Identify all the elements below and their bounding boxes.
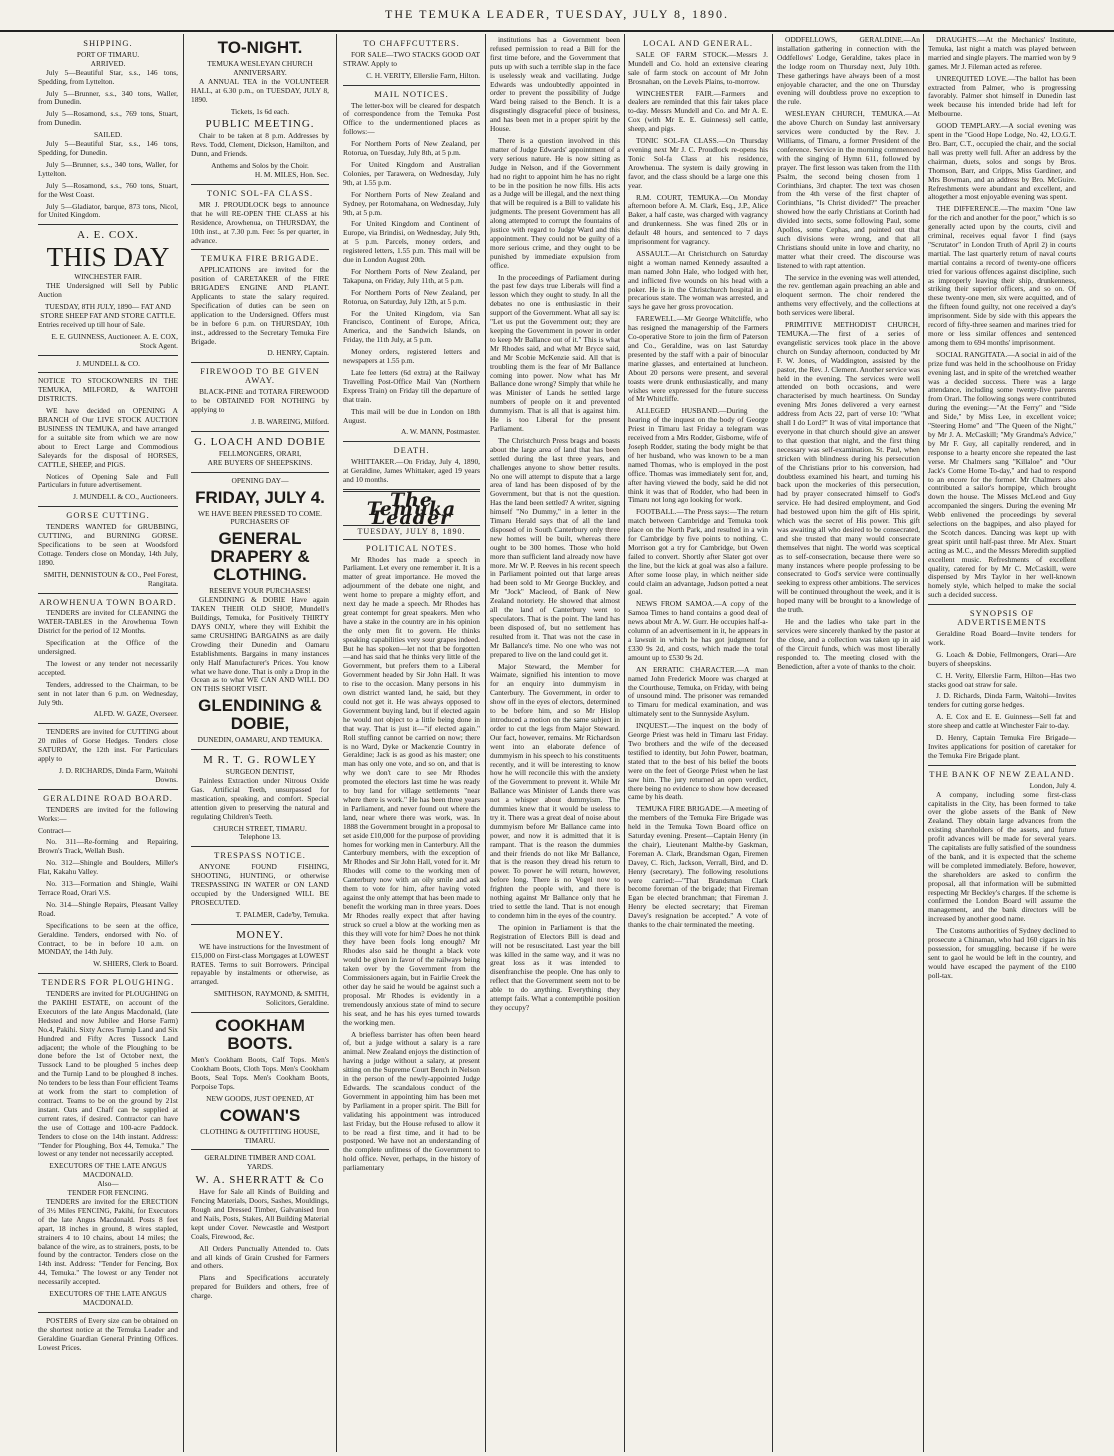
- section-heading: SYNOPSIS OF ADVERTISEMENTS: [957, 608, 1047, 628]
- paragraph: NEWS FROM SAMOA.—A copy of the Samoa Times to hand contains a good deal of news about Mr A. W. Gurr. He occupies half-a-column of an advertisement in it, he appears in a lawsuit in which he has got judgment for £330 9s 2d, and costs, which made the total amount up to £530 9s 2d.: [628, 599, 768, 662]
- divider: [191, 431, 329, 432]
- paragraph: FOOTBALL.—The Press says:—The return match between Cambridge and Temuka took place on the North Park, and resulted in a win for Cambridge by five points to nothing. C. Morrison got a try for Cambridge, but Owen failed to convert. Shortly after Slater got over the line, but the kick at goal was also a failure. After some loose play, in which neither side could claim an advantage, Judson potted a neat goal.: [628, 507, 768, 597]
- signature-line: C. H. VERITY, Ellerslie Farm, Hilton.: [366, 70, 480, 80]
- centered-line: RESERVE YOUR PURCHASES!: [209, 586, 311, 596]
- paragraph: No. 312—Shingle and Boulders, Miller's Flat, Kakahu Valley.: [38, 858, 178, 877]
- paragraph: J. D. Richards, Dinda Farm, Waitohi—Invites tenders for cutting gorse hedges.: [928, 691, 1076, 710]
- centered-line: TUESDAY, 8TH JULY, 1890— FAT AND STORE SHEEP FAT AND STORE CATTLE.: [40, 302, 176, 320]
- paragraph: The Christchurch Press brags and boasts about the large area of land that has been settled during the last three years, and challenges anyone to show better results. No one will attempt to dispute that a large area of land has been disposed of by the Government, but that is not the question. Has the land been settled? A writer, signing himself "No Dummy," in a letter in the Timaru Herald says that of all the land disposed of in South Canterbury only three new homes will be built, whereas there ought to be 300 homes. Those who hold more than sufficient land already now have more. Mr W. P. Reeves in his recent speech in Parliament pointed out that large areas had been sold to Mr George Buckley, and Mr "Jock" Macleod, of Bank of New Zealand notoriety. He showed that almost all the land of Canterbury went to speculators. That is the point. The land has been disposed of, but no settlement has resulted from it. That was not the case in Mr Ballance's time. No one who was not prepared to live on the land could get it.: [490, 435, 620, 659]
- section-heading: MAIL NOTICES.: [374, 88, 449, 99]
- signature-line: J. MUNDELL & CO., Auctioneers.: [73, 492, 178, 502]
- column-5-local-and-general: [628, 36, 768, 1450]
- column-4-political-notes: [490, 36, 620, 1450]
- paragraph: A. E. Cox and E. E. Guinness—Sell fat and store sheep and cattle at Winchester Fair to-day.: [928, 712, 1076, 731]
- paragraph: FOR SALE—TWO STACKS GOOD OAT STRAW. Apply to: [343, 49, 480, 68]
- centered-line: J. MUNDELL & CO.: [76, 358, 140, 368]
- centered-line: EXECUTORS OF THE LATE ANGUS MACDONALD.: [49, 1161, 167, 1180]
- centered-line: OPENING DAY—: [231, 475, 289, 485]
- centered-line: TEMUKA WESLEYAN CHURCH ANNIVERSARY.: [207, 59, 313, 77]
- section-heading: TONIC SOL-FA CLASS.: [206, 187, 314, 198]
- signature-line: E. E. GUINNESS, Auctioneer. A. E. COX, Stock Agent.: [51, 331, 178, 350]
- divider: [191, 249, 329, 250]
- paragraph: July 5—Brunner, s.s., 340 tons, Waller, from Dunedin.: [38, 88, 178, 107]
- centered-line: WINCHESTER FAIR.: [74, 272, 142, 282]
- paragraph: TENDERS are invited for PLOUGHING on the PAKIHI ESTATE, on account of the Executors of the late Angus Macdonald, (late Hedsted and now Jubilee and Horse Farm) No.4, Pakihi. Sixty Acres Turnip Land and Six Hundred and Fifty Acres Tussock Land adjacent; the whole of the Ploughing to be done before the 1st of October next, the Tussock Land to be ploughed 5 inches deep and the Turnip Land to be ploughed 8 inches. No tenders to be less than Four efficient Teams at work from the start to completion of contract. Teams to be on the ground by 21st instant. Oats and Chaff can be supplied at current rates, if desired. Contractor can have the use of Cottage and 100-acre Paddock. Tenders to close on the 14th instant. Address: "Tender for Ploughing, Box 44, Temuka." The lowest or any tender not necessarily accepted.: [38, 989, 178, 1159]
- paragraph: TENDERS are invited for CLEANING the WATER-TABLES in the Arowhenua Town District for the period of 12 Months.: [38, 608, 178, 636]
- centered-line: GERALDINE TIMBER AND COAL YARDS.: [204, 1153, 316, 1172]
- divider: [343, 441, 480, 442]
- paragraph: GLENDINING & DOBIE Have again TAKEN THEIR OLD SHOP, Mundell's Buildings, Temuka, for Positively THIRTY DAYS ONLY, where they will Exhibit the same CRUSHING BARGAINS as are daily Crowding their Dunedin and Oamaru Establishments. Bargains in many instances only Half Manufacturer's Prices. You know what we have done. That is only a Drop in the Ocean as to what WE CAN AND WILL DO ON THIS SHORT VISIT.: [191, 595, 329, 694]
- column-rule: [624, 34, 625, 1452]
- display-heading: TO-NIGHT.: [217, 38, 303, 57]
- divider: [38, 789, 178, 790]
- paragraph: This mail will be due in London on 18th August.: [343, 406, 480, 425]
- paragraph: ANYONE FOUND FISHING, SHOOTING, HUNTING, or otherwise TRESPASSING IN WATER or ON LAND occupied by the Undersigned WILL BE PROSECUTED.: [191, 862, 329, 907]
- paragraph: TEMUKA FIRE BRIGADE.—A meeting of the members of the Temuka Fire Brigade was held in the Temuka Town Board office on Saturday evening. Present—Captain Henry (in the chair), Lieutenant Malthe-by Gaskman, Foreman A. Clark, Brandsman Ogan, Firemen Davey, C. Rich, Jackson, Verrall, Bird, and D. Henry (secretary). The following resolutions were carried:—"That Brandsman Clark become foreman of the brigade; that Fireman Egan be elected branchman; that Fireman J. Henry be elected secretary; that Fireman Davey's resignation be accepted." A vote of thanks to the chair terminated the meeting.: [628, 804, 768, 930]
- section-heading: SHIPPING.: [83, 38, 133, 48]
- centered-line: EXECUTORS OF THE LATE ANGUS MACDONALD.: [49, 1289, 167, 1307]
- divider: [38, 224, 178, 225]
- paragraph: ODDFELLOWS, GERALDINE.—An installation gathering in connection with the Oddfellows' Lodge, Geraldine, takes place in the lodge room on Thursday next, July 10th. These gatherings have always been of a most enjoyable character, and the one on Thursday evening will doubtless prove no exception to the rule.: [777, 36, 920, 107]
- paragraph: APPLICATIONS are invited for the position of CARETAKER of the FIRE BRIGADE'S ENGINE AND PLANT. Applicants to state the salary required. Specification of duties can be seen on application to the Undersigned. Offers must be in before 6 p.m. on THURSDAY, 10th inst., addressed to the Secretary Temuka Fire Brigade.: [191, 265, 329, 346]
- paragraph: There is a question involved in this matter of Judge Edwards' appointment of a very serious nature. He is now sitting as Judge in Nelson, and if the Government had no right to appoint him he has no right to be in the position he now fills. His acts as a Judge will be illegal, and the next thing that will be required is a Bill to validate his judgments. The present Government has all along attempted to corrupt the fountains of justice with regard to Judge Ward and this appointment. They could not be guilty of a more serious crime, and they ought to be punished by immediate expulsion from office.: [490, 135, 620, 270]
- divider: [38, 723, 178, 724]
- signature-line: T. PALMER, Cade'by, Temuka.: [235, 909, 329, 919]
- paragraph: For the United Kingdom, via San Francisco, Continent of Europe, Africa, America, and the Sandwich Islands, on Friday, the 11th July, at 5 p.m.: [343, 308, 480, 345]
- signature-line: London, July 4.: [1029, 780, 1076, 790]
- paragraph: The opinion in Parliament is that the Registration of Electors Bill is dead and will not be resuscitated. Last year the bill was killed in the same way, and it was no great loss as it was intended to disenfranchise the people. One has only to reflect that the Government seem not to be able to do anything. Everything they attempt fails. What a contemptible position they occupy?: [490, 922, 620, 1012]
- page-header: [0, 0, 1114, 32]
- paragraph: Notices of Opening Sale and Full Particulars in future advertisement.: [38, 471, 178, 490]
- paragraph: Painless Extraction under Nitrous Oxide Gas. Artificial Teeth, unsurpassed for mastication, speaking, and comfort. Special attention given to preserving the natural and regulating Children's Teeth.: [191, 776, 329, 821]
- paragraph: Money orders, registered letters and newspapers at 1.55 p.m.: [343, 347, 480, 366]
- dateline: TUESDAY, JULY 8, 1890.: [343, 525, 480, 540]
- section-heading: TO CHAFFCUTTERS.: [363, 38, 460, 48]
- column-6-local-and-general: [777, 36, 920, 1450]
- paragraph: PRIMITIVE METHODIST CHURCH, TEMUKA.—The first of a series of evangelistic services took place in the above church on Sunday afternoon, conducted by Mr F. W. Jones, of Waddington, assisted by the pastor, the Rev. J. Clement. Another service was held in the evening. The services were well attended on both occasions, and were characterised by much heartiness. On Sunday evening Mrs Jones delivered a very earnest address from Acts 22, part of verse 10: "What shall I do Lord?" It was of vital importance that everyone in that church should give an answer to that question that night, and the first thing necessary was self-examination. St. Paul, when stricken with blindness during his persecution of the Christians prior to his conversion, had doubtless examined his heart, and turning his back upon the mockeries of this persecution, had by prayer consecrated himself to God's service. He had desired employment, and God had bestowed upon him the gift of His spirit, which was the secret of His power. This gift was awaiting all who desired to be consecrated, and she trusted that many would consecrate themselves that night. The world was sceptical as to self-consecration, because there were so many instances where people professing to be consecrated to God's service were continually seeking to express other ambitions. The services will be continued throughout the week, and it is hoped many will be brought to a knowledge of the truth.: [777, 320, 920, 615]
- paragraph: For Northern Ports of New Zealand, per Rotorua, on Saturday, July 12th, at 5 p.m.: [343, 287, 480, 306]
- paragraph: SOCIAL RANGITATA.—A social in aid of the prize fund was held in the schoolhouse on Friday evening last, and in spite of the wretched weather was a decided success. There was a large attendance, including some twenty-five parents from Orari. The following songs were contributed during the evening:—"At the Ferry" and "Side and Side," by Miss Lee, in excellent voice; "Steering Home" and "The Queen of the Night," by Mr J. A. McCaskill; "My Grandma's Advice," by Mr F. Guy, all capitally rendered, and in response to a hearty encore she repeated the last verse. Mr Chalmers sang "Killaloe" and "Our Jack's Come Home To-day," and had to respond to an encore for the former. Mr Chalmers also contributed a sailor's hornpipe, which brought down the house. The Misses McLeod and Guy accompanied the singers. During the evening Mr Webb enlivened the proceedings by several selections on the bagpipes, and also played for the Scotch dances. Dancing was kept up with great spirit until half-past three. Mr Alex. Stuart acting as M.C., and the Messrs Meredith supplied excellent music. Refreshments of excellent quality, catered for by Mr C. McCaskill, were dispensed by Mrs Taylor in her well-known homely style, which helped to make the social such a decided success.: [928, 349, 1076, 600]
- section-heading: GORSE CUTTING.: [66, 510, 150, 521]
- divider: [191, 846, 329, 847]
- divider: [38, 372, 178, 373]
- paragraph: TONIC SOL-FA CLASS.—On Thursday evening next Mr J. C. Proudlock re-opens his Tonic Sol-fa Class at his residence, Arowhenua. The system is daily growing in favor, and the class should be a large one this year.: [628, 136, 768, 190]
- divider: [191, 1012, 329, 1013]
- paragraph: R.M. COURT, TEMUKA.—On Monday afternoon before A. M. Clark, Esq., J.P., Alice Baker, a half caste, was charged with vagrancy and drunkenness. She was fined 20s or in default 48 hours, and sentenced to 7 days imprisonment for vagrancy.: [628, 192, 768, 247]
- centered-line: Telephone 13.: [239, 832, 281, 842]
- centered-line: NEW GOODS, JUST OPENED, AT: [206, 1093, 314, 1103]
- paragraph: Entries received up till hour of Sale.: [38, 319, 145, 329]
- centered-line: PURCHASERS OF: [230, 517, 290, 527]
- paragraph: July 5—Brunner, s.s., 340 tons, Waller, for Lyttelton.: [38, 159, 178, 178]
- display-subheading: A. E. COX.: [77, 229, 139, 242]
- divider: [191, 1149, 329, 1150]
- paragraph: In the proceedings of Parliament during the past few days true Liberals will find a lesson which they ought to study. In all the debates no one is enthusiastic in their support of the Government. What all say is: "Let us put the Government out; they are keeping the Government in power in order to keep Mr Ballance out of it." This is what Mr Rhodes said, and what Mr Bryce said, and Mr Scobie McKenzie said. All that is troubling them is the fear of Mr Ballance coming into power. Now what has Mr Ballance done wrong? Simply that while he was Minister of Lands he settled large numbers of people on it and prevented dummyism. That is all that is against him. He is too Liberal for the present Parliament.: [490, 272, 620, 433]
- paragraph: For Northern Ports of New Zealand and Sydney, per Rotomahana, on Wednesday, July 9th, at 5 p.m.: [343, 189, 480, 217]
- paragraph: TENDERS are invited for the ERECTION of 3½ Miles FENCING, Pakihi, for Executors of the late Angus Macdonald. Posts 8 feet apart, 18 inches in ground, 8 wires stapled, strainers 4 to 10 chains, about 14 miles; the balance of the wire, as to strainers, posts, to be found by the contractor. Tenders close on the 14th inst. Address: "Tender for Fencing, Box 44, Temuka." The lowest or any Tender not necessarily accepted.: [38, 1196, 178, 1287]
- signature-line: W. SHIERS, Clerk to Board.: [93, 959, 178, 969]
- display-heading: GENERAL DRAPERY & CLOTHING.: [210, 529, 310, 585]
- paragraph: No. 313—Formation and Shingle, Waihi Terrace Road, Orari V.S.: [38, 879, 178, 897]
- paragraph: The service in the evening was well attended, the rev. gentleman again preaching an able and eloquent sermon. The choir rendered the anthems very effectively, and the collections at both services were liberal.: [777, 272, 920, 318]
- display-subheading: G. LOACH AND DOBIE: [194, 435, 326, 448]
- centered-line: CHURCH STREET, TIMARU.: [213, 823, 307, 833]
- centered-line: SURGEON DENTIST,: [225, 767, 295, 777]
- paragraph: POSTERS of Every size can be obtained on the shortest notice at the Temuka Leader and Geraldine Guardian General Printing Offices. Lowest Prices.: [38, 1315, 178, 1352]
- masthead: The Temuka Leader: [366, 488, 457, 529]
- paragraph: Specifications to be seen at the office, Geraldine. Tenders, endorsed with No. of Contract, to be in before 10 a.m. on MONDAY, the 14th July.: [38, 920, 178, 957]
- section-heading: FIREWOOD TO BE GIVEN AWAY.: [200, 366, 320, 386]
- paragraph: FAREWELL.—Mr George Whitcliffe, who has resigned the managership of the Farmers Co-operative Store to join the firm of Paterson and Co., Geraldine, was on last Saturday presented by the staff with a pair of binocular marine glasses, and entertained at luncheon. About 20 persons were present, and several toasts were drunk enthusiastically, and many wishes were expressed for the future success of Mr Whitcliffe.: [628, 314, 768, 404]
- paragraph: He and the ladies who take part in the services were sincerely thanked by the pastor at the close, and a collection was taken up in aid of the Circuit funds, which was most liberally responded to. The meeting closed with the Benediction, after a vote of thanks to the choir.: [777, 617, 920, 671]
- section-heading: TENDERS FOR PLOUGHING.: [41, 977, 175, 988]
- divider: [928, 765, 1076, 766]
- paragraph: July 5—Rosamond, s.s., 769 tons, Stuart, from Dunedin.: [38, 109, 178, 128]
- paragraph: WE have decided on OPENING A BRANCH of Our LIVE STOCK AUCTION BUSINESS IN TEMUKA, and have arranged for a suitable site from which we are now about to Erect Large and Commodious Saleyards for the disposal of HORSES, CATTLE, SHEEP, and PIGS.: [38, 406, 178, 469]
- paragraph: THE DIFFERENCE.—The maxim "One law for the rich and another for the poor," which is so generally acted upon by the courts, civil and criminal, receives equal favor I find (says "Scrutator" in London Truth of April 2) in courts martial. The last quarterly return of naval courts martial contains a record of twenty-one officers tried for various offences against discipline, such as improperly leaving their ship, drunkenness, striking their superior officers, and so on. Of these twenty-one men, six were acquitted, and of the fifteen found guilty, not one received a day's imprisonment. Side by side with this appears the record of fifty-three seamen and marines tried for more or less similar offences and sentenced among them to 694 months' imprisonment.: [928, 204, 1076, 347]
- paragraph: Chair to be taken at 8 p.m. Addresses by Revs. Todd, Clement, Dickson, Hamilton, and Dunn, and Friends.: [191, 131, 329, 159]
- paragraph: Tenders, addressed to the Chairman, to be sent in not later than 6 p.m. on Wednesday, July 9th.: [38, 679, 178, 707]
- paragraph: The lowest or any tender not necessarily accepted.: [38, 658, 178, 677]
- paragraph: Specification at the Office of the undersigned.: [38, 638, 178, 657]
- column-rule: [923, 34, 924, 1452]
- paragraph: C. H. Verity, Ellerslie Farm, Hilton—Has two stacks good oat straw for sale.: [928, 670, 1076, 689]
- paragraph: WHITTAKER.—On Friday, July 4, 1890, at Geraldine, James Whittaker, aged 19 years and 10 months.: [343, 457, 480, 485]
- centered-line: Anthems and Solos by the Choir.: [211, 161, 309, 171]
- centered-line: DUNEDIN, OAMARU, AND TEMUKA.: [197, 735, 323, 745]
- signature-line: ALFD. W. GAZE, Overseer.: [93, 709, 178, 719]
- section-heading: AROWHENUA TOWN BOARD.: [39, 596, 177, 607]
- paragraph: NOTICE TO STOCKOWNERS IN THE TEMUKA, MILFORD, & WAITOHI DISTRICTS.: [38, 376, 178, 404]
- section-heading: POLITICAL NOTES.: [365, 542, 458, 553]
- section-heading: GERALDINE ROAD BOARD.: [43, 792, 173, 803]
- section-heading: DEATH.: [393, 445, 430, 456]
- centered-line: TENDER FOR FENCING.: [67, 1188, 149, 1198]
- paragraph: UNREQUITED LOVE.—The ballot has been extracted from Palmer, who is progressing favorably. Palmer shot himself in Dunedin last week because his intended bride had left for Melbourne.: [928, 73, 1076, 119]
- paragraph: THE Undersigned will Sell by Public Auction: [38, 281, 178, 300]
- paragraph: Geraldine Road Board—Invite tenders for work.: [928, 629, 1076, 647]
- paragraph: July 5—Beautiful Star, s.s., 146 tons, Spedding, for Dunedin.: [38, 139, 178, 157]
- display-subheading: MONEY.: [236, 928, 284, 941]
- paragraph: AN ERRATIC CHARACTER.—A man named John Frederick Moore was charged at the Courthouse, Temuka, on Friday, with being of unsound mind. The prisoner was remanded to Timaru for medical examination, and was ultimately sent to the Sunnyside Asylum.: [628, 664, 768, 719]
- divider: [343, 85, 480, 86]
- centered-line: Also—: [97, 1179, 119, 1189]
- paragraph: July 5—Gladiator, barque, 873 tons, Nicol, for United Kingdom.: [38, 201, 178, 220]
- column-1-shipping-and-notices: [38, 36, 178, 1450]
- centered-line: SAILED.: [93, 130, 123, 140]
- section-heading: TRESPASS NOTICE.: [214, 850, 306, 861]
- paragraph: Major Steward, the Member for Waimate, signified his intention to move for an enquiry into dummyism in Canterbury. The Government, in order to show off in the eyes of electors, determined to be before him, and so Mr Hislop introduced a motion on the same subject in order to cut the legs from Major Steward. Our fact, however, remains. Mr Richardson went into an elaborate defence of dummyism in his speech to his constituents recently, and it will be interesting to know how he will reconcile this with the anxiety of the Government to prevent it. While Mr Ballance was Minister of Lands there was not a whisper about dummyism. The dummies knew that it would be useless to try it. There was a great deal of noise about dummyism before Mr Ballance came into power, and now it is admitted that it is rampant. That is the reason the dummies and their friends do not like Mr Ballance, that is the reason they dread his return to power. To power he will return, however, before long. There is no Vogel now to frighten the people with, and there is nothing against Mr Ballance only that he tried to settle the land. That is not enough to condemn him in the eyes of the country.: [490, 661, 620, 920]
- paragraph: No. 314—Shingle Repairs, Pleasant Valley Road.: [38, 899, 178, 918]
- divider: [191, 924, 329, 925]
- paragraph: Late fee letters (6d extra) at the Railway Travelling Post-Office Mail Van (Northern Express Train) on Friday till the departure of that train.: [343, 368, 480, 404]
- column-rule: [485, 34, 486, 1452]
- centered-line: FELLMONGERS, ORARI,: [218, 448, 302, 458]
- divider: [38, 593, 178, 594]
- paragraph: Men's Cookham Boots, Calf Tops. Men's Cookham Boots, Cloth Tops. Men's Cookham Boots, Seal Tops. Men's Cookham Boots, Porpoise Tops.: [191, 1055, 329, 1091]
- paragraph: No. 311—Re-forming and Repairing, Brown's Track, Wellah Bush.: [38, 837, 178, 856]
- centered-line: Tickets, 1s 6d each.: [230, 106, 290, 116]
- divider: [191, 749, 329, 750]
- paragraph: INQUEST.—The inquest on the body of George Priest was held in Timaru last Friday. Two brothers and the wife of the deceased testified to identity, but John Power, boatman, stated that to the best of his belief the boots were on the feet of George Priest when he last saw him. The jury returned an open verdict, there being no evidence to show how deceased came by his death.: [628, 721, 768, 802]
- signature-line: SMITH, DENNISTOUN & CO., Peel Forest, Rangitata.: [43, 569, 178, 588]
- signature-line: J. D. RICHARDS, Dinda Farm, Waitohi Downs.: [59, 766, 178, 784]
- display-subheading: PUBLIC MEETING.: [205, 118, 315, 131]
- display-subheading: M R. T. G. ROWLEY: [202, 754, 318, 767]
- paragraph: MR J. PROUDLOCK begs to announce that he will RE-OPEN THE CLASS at his Residence, Arowhenua, on THURSDAY, the 10th inst., at 7.30 p.m. Fee: 5s per quarter, in advance.: [191, 199, 329, 245]
- paragraph: G. Loach & Dobie, Fellmongers, Orari—Are buyers of sheepskins.: [928, 649, 1076, 668]
- signature-line: J. B. WAREING, Milford.: [251, 416, 329, 426]
- paragraph: For Northern Ports of New Zealand, per Rotorua, on Tuesday, July 8th, at 5 p.m.: [343, 139, 480, 158]
- paragraph: institutions has a Government been refused permission to read a Bill for the first time before, and the Government that puts up with such a terrible slap in the face is uselessly weak and vacillating. Judge Edwards was undoubtedly appointed in order to prevent the possibility of Judge Ward being raised to the Bench. It is a disgustingly disgraceful piece of business, and has been met in a proper spirit by the House.: [490, 36, 620, 134]
- column-rule: [183, 34, 184, 1452]
- display-subheading: W. A. SHERRATT & Co: [195, 1174, 325, 1187]
- section-heading: LOCAL AND GENERAL.: [643, 38, 753, 48]
- paragraph: TENDERS WANTED for GRUBBING, CUTTING, and BURNING GORSE. Specifications to be seen at Woodsford Cottage. Tenders close on Monday, 14th July, 1890.: [38, 522, 178, 567]
- paragraph: TENDERS are invited for CUTTING about 20 miles of Gorse Hedges. Tenders close SATURDAY, the 12th inst. For Particulars apply to: [38, 727, 178, 764]
- paragraph: ASSAULT.—At Christchurch on Saturday night a woman named Kennedy assaulted a man named John Hale, who lodged with her, and inflicted five wounds on his head with a poker. He is in the Christchurch hospital in a precarious state. The woman was arrested, and says he gave her gross provocation.: [628, 248, 768, 312]
- paragraph: D. Henry, Captain Temuka Fire Brigade—Invites applications for position of caretaker for the Temuka Fire Brigade plant.: [928, 733, 1076, 760]
- display-heading: COWAN'S: [219, 1105, 301, 1125]
- section-heading: THE BANK OF NEW ZEALAND.: [929, 768, 1075, 779]
- divider: [191, 184, 329, 185]
- paragraph: For United Kingdom and Continent of Europe, via Brindisi, on Wednesday, July 9th, at 5 p.m. Parcels, money orders, and registered letters, 1.55 p.m. This mail will be due in London August 20th.: [343, 219, 480, 265]
- paragraph: Mr Rhodes has made a speech in Parliament. Let every one remember it. It is a matter of great importance. He moved the adjournment of the debate one night, and went home to prepare a mighty effort, and next day he made a speech. Mr Rhodes has great contempt for great speakers. Men who have a stake in the country are in his opinion the only men fit to govern. He thinks speaking capabilities very sour grapes indeed. But he has spoken—let not that be forgotten—and has said that he thinks very little of the Government, but prefers them to a Liberal Government headed by Sir John Hall. It was to rise to the occasion. Many persons in his own district wanted land, he said, but they could not get it. He was always opposed to Government buying land, but if elected again he would not object to a little being done in that way. That is just it—"if elected again." Roll stuffing cannot be carried on now; there is no Ward, Dyke or Mackenzie Country in Geraldine; Jack is as good as his master; one man has only one vote, and so on, and that is why we don't care to see Mr Rhodes promoted the electors last time he was ready to buy land for village settlements "near where there is work." He has been three years in Parliament, and never found out where the land, near where there was work, was. In 1888 the Government brought in a proposal to set aside £10,000 for the purpose of providing homes for working men in Canterbury. All the Canterbury members, with the exception of Mr Rhodes and Sir John Hall, voted for it. Mr Rhodes will come to the working men of Canterbury now with an oily smile and ask them to vote for him, after having voted against the only attempt that has been made to benefit the working man in three years. Does Mr Rhodes really expect that after having struck so cruel a blow at the working men as this they will vote for him? Does he not think they have been fools long enough? Mr Rhodes also said he thought a black vote would be given in favor of the railways being taken over by the Government from the Commissioners again, but in Fairlie Creek the other day he said he would be against such a proposal. Mr Rhodes is evidently in a tremendously anxious state of mind to secure his seat, and he has his eyes turned towards the working men.: [343, 554, 480, 1027]
- paragraph: Have for Sale all Kinds of Building and Fencing Materials, Doors, Sashes, Mouldings, Rough and Dressed Timber, Galvanised Iron and Nails, Posts, Stakes, All Building Material kept under Cover. Newcastle and Westport Coals, Firewood, &c.: [191, 1187, 329, 1241]
- column-3-mail-and-political-notes: [343, 36, 480, 1450]
- column-2-advertisements: [191, 36, 329, 1450]
- paragraph: A briefless barrister has often been heard of, but a judge without a salary is a rare animal. New Zealand enjoys the distinction of having a judge without a salary, at present sitting on the Supreme Court Bench in Nelson in the person of the newly-appointed Judge Edwards. The scandalous conduct of the Government in appointing him has been met by Parliament in a proper spirit. The Bill for validating his appointment was introduced last Friday, but the House refused to allow it to be read a first time, and it had to be postponed. We have not an understanding of the complete unfitness of the Government to hold office. Never, perhaps, in the history of parliamentary: [343, 1029, 480, 1173]
- divider: [38, 355, 178, 356]
- signature-line: H. M. MILES, Hon. Sec.: [254, 170, 329, 180]
- centered-line: ARRIVED.: [90, 58, 126, 68]
- paragraph: SALE OF FARM STOCK.—Messrs J. Mundell and Co. hold an extensive clearing sale of farm stock on account of Mr John Brosnahan, on the Levels Plains, to-morrow.: [628, 49, 768, 86]
- paragraph: Plans and Specifications accurately prepared for Builders and others, free of charge.: [191, 1273, 329, 1301]
- centered-line: PORT OF TIMARU.: [76, 49, 140, 59]
- paragraph: A company, including some first-class capitalists in the City, has been formed to take over the globe assets of the Bank of New Zealand. They obtain large advances from the existing shareholders of the assets, and future profit advances will be made for several years. The capitalists are fully satisfied of the soundness of the bank, and it is expected that the scheme will be completed immediately. Before, however, the shareholders are asked to confirm the proposal, all that information will be submitted respecting Mr Beckley's charges. If the scheme is confirmed the London Board will assume the management, and the bank directors will be increased by another good name.: [928, 789, 1076, 924]
- signature-line: SMITHSON, RAYMOND, & SMITH, Solicitors, Geraldine.: [213, 989, 329, 1008]
- display-heading: GLENDINING & DOBIE,: [198, 696, 322, 734]
- display-heading: FRIDAY, JULY 4.: [195, 487, 325, 507]
- paragraph: For Northern Ports of New Zealand, per Takapuna, on Friday, July 11th, at 5 p.m.: [343, 266, 480, 285]
- paragraph: TENDERS are invited for the following Works:—: [38, 804, 178, 823]
- paragraph: DRAUGHTS.—At the Mechanics' Institute, Temuka, last night a match was played between married and single players. The married won by 9 games. Mr J. Fileman acted as referee.: [928, 36, 1076, 71]
- paragraph: GOOD TEMPLARY.—A social evening was spent in the "Good Hope Lodge, No. 42, I.O.G.T. Bro. Barr, C.T., occupied the chair, and the social hall was pretty well full. After an address by the chairman, duets, solos and songs by Bros. Thomson, Barr, and Cripps, Miss Gardiner, and Mrs Bowman, and an address by Bro. McGuire. Refreshments were abundant and excellent, and altogether a most enjoyable evening was spent.: [928, 121, 1076, 202]
- divider: [191, 362, 329, 363]
- column-rule: [336, 34, 337, 1452]
- paragraph: July 5—Beautiful Star, s.s., 146 tons, Spedding, from Lyttelton.: [38, 67, 178, 86]
- paragraph: A ANNUAL TEA in the VOLUNTEER HALL, at 6.30 p.m., on TUESDAY, JULY 8, 1890.: [191, 76, 329, 104]
- divider: [38, 973, 178, 974]
- section-heading: TEMUKA FIRE BRIGADE.: [200, 253, 320, 264]
- paragraph: ALLEGED HUSBAND.—During the hearing of the inquest on the body of George Priest in Timaru last Friday a telegram was received from a Mrs Rodder, Gisborne, wife of Joseph Rodder, stating the body might be that of her husband, who was known to be a man named Thomas, who is employed in the post office. Thomas was immediately sent for, and, after having viewed the body, said he did not think it was that of Rodder, who had been in Timaru not long ago looking for work.: [628, 406, 768, 505]
- page-title: THE TEMUKA LEADER, TUESDAY, JULY 8, 1890.: [385, 7, 729, 21]
- divider: [38, 1312, 178, 1313]
- paragraph: The Customs authorities of Sydney declined to prosecute a Chinaman, who had 160 cigars in his possession, for smuggling, because if he were sent to gaol he would be left in the country, and would have escaped the payment of the £100 poll-tax.: [928, 926, 1076, 980]
- paragraph: WESLEYAN CHURCH, TEMUKA.—At the above Church on Sunday last anniversary services were conducted by the Rev. J. Williams, of Timaru, a former President of the conference. Service in the morning commenced with the singing of Hymn 611, followed by prayer. The first lesson was taken from the 11th Psalm, the second being chosen from 1 Corinthians, 3rd chapter. The text was chosen from the 4th verse of the first chapter of Corinthians, "Is Christ divided?" The preacher showed how the early Christians at Corinth had divided into sects, some following Paul, some Apollos, some Cephas, and pointed out that such divisions were wrong, and that all Christians should unite in love and charity, no matter what their creed. The discourse was listened to with rapt attention.: [777, 109, 920, 270]
- signature-line: D. HENRY, Captain.: [267, 348, 329, 358]
- paragraph: For United Kingdom and Australian Colonies, per Tarawera, on Wednesday, July 9th, at 1.55 p.m.: [343, 159, 480, 187]
- paragraph: July 5—Rosamond, s.s., 760 tons, Stuart, for the West Coast.: [38, 180, 178, 199]
- paragraph: Contract—: [38, 825, 71, 835]
- centered-line: CLOTHING & OUTFITTING HOUSE, TIMARU.: [200, 1126, 320, 1145]
- divider: [38, 506, 178, 507]
- divider: [191, 472, 329, 473]
- paragraph: WINCHESTER FAIR.—Farmers and dealers are reminded that this fair takes place to-day. Messrs Mundell and Co. and Mr A. E. Cox (with Mr E. E. Guinness) sell cattle, sheep, and pigs.: [628, 88, 768, 134]
- paragraph: All Orders Punctually Attended to. Oats and all kinds of Grain Crushed for Farmers and others.: [191, 1243, 329, 1271]
- paragraph: BLACK-PINE and TOTARA FIREWOOD to be OBTAINED FOR NOTHING by applying to: [191, 387, 329, 414]
- column-rule: [772, 34, 773, 1452]
- signature-line: A. W. MANN, Postmaster.: [400, 427, 480, 437]
- column-7-local-and-bank: [928, 36, 1076, 1450]
- paragraph: The letter-box will be cleared for despatch of correspondence from the Temuka Post Office to the undermentioned places as follows:—: [343, 100, 480, 137]
- paragraph: WE have instructions for the Investment of £15,000 on First-class Mortgages at LOWEST RATES. Terms to suit Borrowers. Principal repayable by instalments or otherwise, as arranged.: [191, 941, 329, 987]
- centered-line: ARE BUYERS OF SHEEPSKINS.: [207, 457, 313, 467]
- display-heading: COOKHAM BOOTS.: [215, 1016, 305, 1054]
- display-heading: THIS DAY: [46, 242, 170, 273]
- centered-line: WE HAVE BEEN PRESSED TO COME.: [197, 508, 322, 518]
- divider: [928, 604, 1076, 605]
